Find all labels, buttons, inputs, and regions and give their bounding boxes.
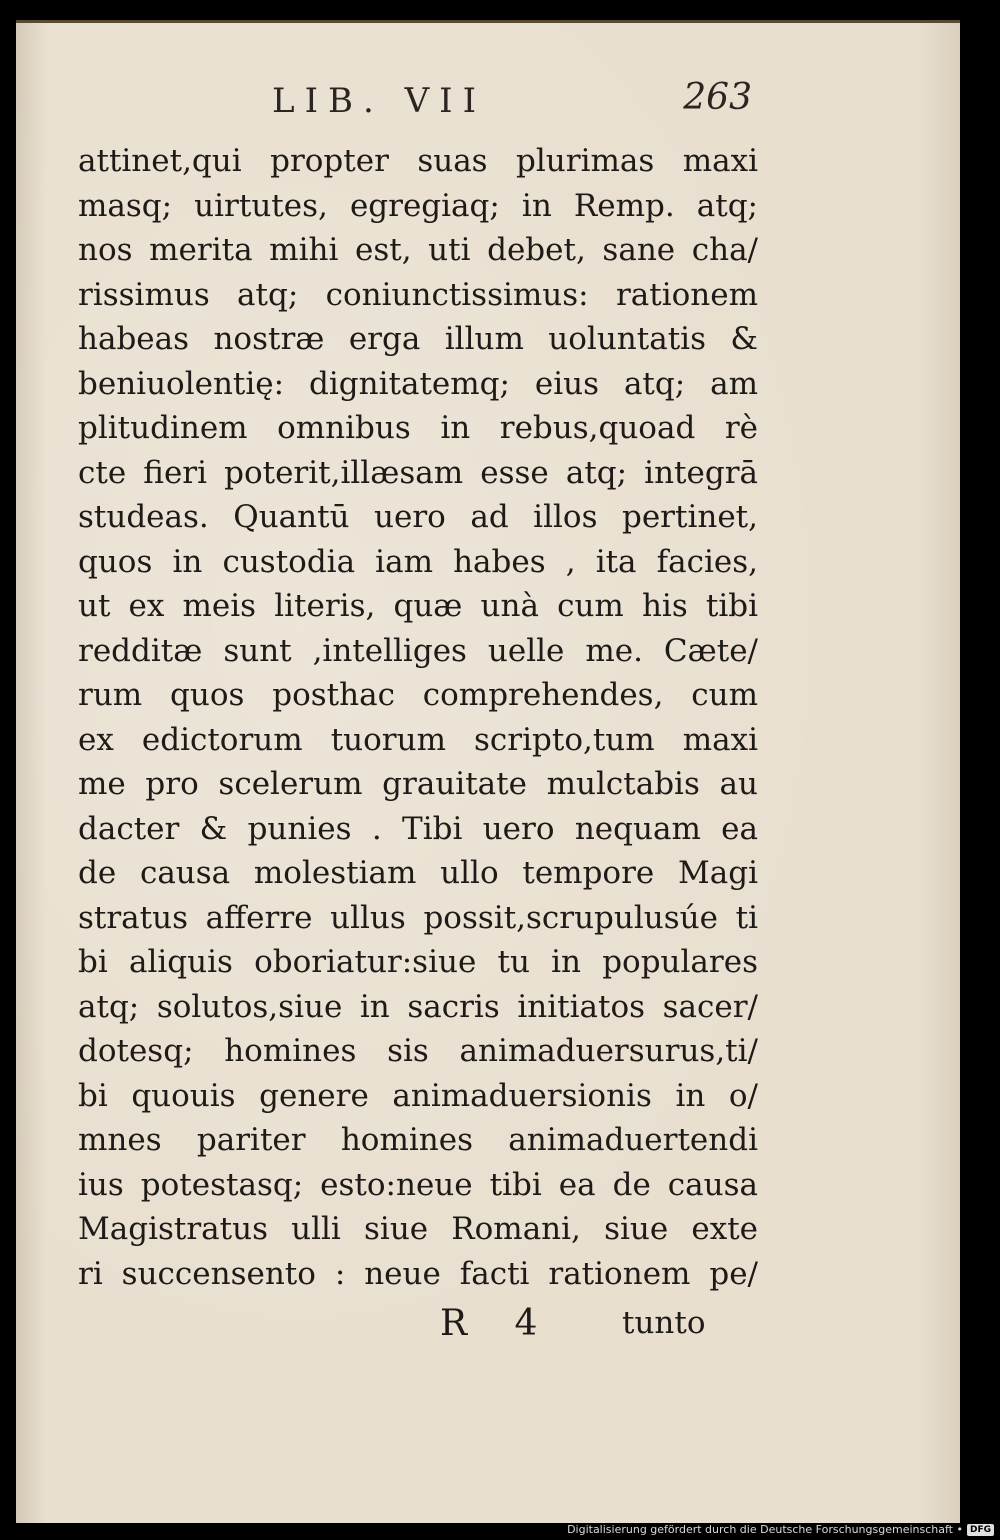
text-line: rum quos posthac comprehendes, cum [78, 677, 758, 713]
text-line: cte fieri poterit,illæsam esse atq; integrā [78, 454, 758, 491]
text-line: ex edictorum tuorum scripto,tum maxi [78, 721, 758, 758]
text-line: masq; uirtutes, egregiaq; in Remp. atq; [78, 187, 758, 224]
body-text [78, 139, 758, 1296]
text-line: bi aliquis oboriatur:siue tu in populares [78, 944, 758, 980]
page-footer [16, 1303, 960, 1353]
running-head: LIB. VII [272, 81, 487, 121]
text-line: ri succensento : neue facti rationem pe/ [78, 1255, 758, 1292]
text-line: rissimus atq; coniunctissimus: rationem [78, 276, 758, 313]
text-line: habeas nostræ erga illum uoluntatis & [78, 321, 758, 357]
text-line: ius potestasq; esto:neue tibi ea de causa [78, 1166, 758, 1203]
text-line: studeas. Quantū uero ad illos pertinet, [78, 499, 758, 535]
text-line: bi quouis genere animaduersionis in o/ [78, 1077, 758, 1114]
page-header [16, 77, 960, 131]
credit-text: Digitalisierung gefördert durch die Deutsche Forschungsgemeinschaft • [567, 1523, 963, 1536]
text-line: beniuolentię: dignitatemq; eius atq; am [78, 365, 758, 402]
text-line: mnes pariter homines animaduertendi [78, 1122, 758, 1158]
text-line: stratus afferre ullus possit,scrupulusúe ti [78, 899, 758, 936]
text-line: nos merita mihi est, uti debet, sane cha/ [78, 232, 758, 268]
text-line: plitudinem omnibus in rebus,quoad rè [78, 410, 758, 446]
text-line: me pro scelerum grauitate mulctabis au [78, 766, 758, 802]
text-line: quos in custodia iam habes , ita facies, [78, 543, 758, 580]
signature-mark: R 4 [440, 1303, 556, 1344]
digitization-credit [567, 1523, 994, 1536]
text-line: Magistratus ulli siue Romani, siue exte [78, 1211, 758, 1247]
text-line: redditæ sunt ,intelliges uelle me. Cæte/ [78, 632, 758, 669]
text-line: de causa molestiam ullo tempore Magi [78, 855, 758, 891]
text-line: dacter & punies . Tibi uero nequam ea [78, 810, 758, 847]
page-number: 263 [683, 77, 752, 118]
dfg-logo-icon: DFG [967, 1524, 994, 1536]
book-page [16, 20, 960, 1523]
text-line: attinet,qui propter suas plurimas maxi [78, 143, 758, 179]
text-line: dotesq; homines sis animaduersurus,ti/ [78, 1033, 758, 1069]
text-line: ut ex meis literis, quæ unà cum his tibi [78, 588, 758, 624]
text-line: atq; solutos,siue in sacris initiatos sacer/ [78, 988, 758, 1025]
catchword: tunto [622, 1305, 706, 1341]
